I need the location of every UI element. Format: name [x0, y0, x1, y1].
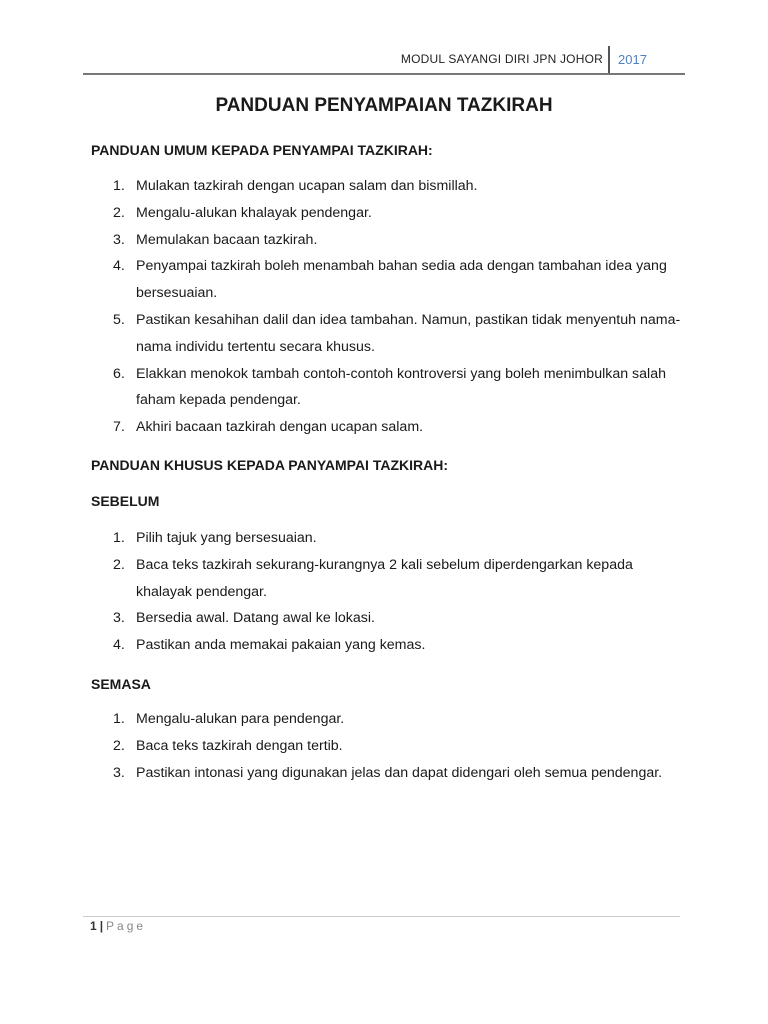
list-number: 4.	[113, 258, 125, 275]
general-guidelines-heading: PANDUAN UMUM KEPADA PENYAMPAI TAZKIRAH:	[91, 142, 433, 158]
specific-guidelines-heading: PANDUAN KHUSUS KEPADA PANYAMPAI TAZKIRAH:	[91, 457, 449, 473]
list-item	[91, 307, 681, 361]
list-number: 3.	[113, 764, 125, 781]
list-item	[91, 525, 681, 552]
before-heading: SEBELUM	[91, 493, 160, 509]
list-number: 1.	[113, 530, 125, 546]
list-number: 5.	[113, 311, 125, 328]
list-text: Mulakan tazkirah dengan ucapan salam dan bismillah.	[136, 178, 478, 194]
list-number: 4.	[113, 637, 125, 654]
header-rule	[83, 73, 685, 75]
list-number: 1.	[113, 711, 125, 727]
footer-rule	[83, 916, 680, 917]
list-number: 3.	[113, 231, 125, 248]
list-number: 3.	[113, 610, 125, 627]
list-item	[91, 733, 681, 760]
list-text: Bersedia awal. Datang awal ke lokasi.	[136, 610, 375, 627]
list-text: Pilih tajuk yang bersesuaian.	[136, 530, 317, 546]
list-text: Akhiri bacaan tazkirah dengan ucapan salam.	[136, 419, 424, 436]
list-item	[91, 361, 681, 415]
list-text: Penyampai tazkirah boleh menambah bahan sedia ada dengan tambahan idea yang bersesuaian.	[136, 258, 667, 302]
list-number: 2.	[113, 204, 125, 221]
general-guidelines-list	[91, 173, 681, 441]
list-item	[91, 605, 681, 632]
page-footer	[90, 919, 146, 933]
header-title: MODUL SAYANGI DIRI JPN JOHOR	[400, 52, 603, 66]
list-item	[91, 414, 681, 441]
list-item	[91, 227, 681, 254]
list-item	[91, 173, 681, 200]
page-number: 1	[90, 919, 97, 933]
header-year: 2017	[618, 52, 647, 67]
list-number: 7.	[113, 419, 125, 436]
list-number: 1.	[113, 178, 125, 194]
list-text: Baca teks tazkirah sekurang-kurangnya 2 kali sebelum diperdengarkan kepada khalayak pendengar.	[136, 556, 633, 600]
list-item	[91, 706, 681, 733]
during-list	[91, 706, 681, 786]
list-number: 2.	[113, 737, 125, 754]
header-divider	[608, 46, 610, 74]
list-text: Elakkan menokok tambah contoh-contoh kontroversi yang boleh menimbulkan salah faham kepada pendengar.	[136, 365, 666, 409]
list-text: Memulakan bacaan tazkirah.	[136, 231, 318, 248]
list-text: Mengalu-alukan khalayak pendengar.	[136, 204, 372, 221]
during-heading: SEMASA	[91, 676, 151, 692]
list-item	[91, 200, 681, 227]
list-item	[91, 760, 681, 787]
list-item	[91, 552, 681, 606]
list-text: Mengalu-alukan para pendengar.	[136, 711, 345, 727]
footer-separator: |	[99, 919, 104, 933]
page-word: Page	[106, 919, 147, 933]
page-title: PANDUAN PENYAMPAIAN TAZKIRAH	[215, 95, 553, 116]
list-item	[91, 253, 681, 307]
list-number: 6.	[113, 365, 125, 382]
list-item	[91, 632, 681, 659]
list-text: Pastikan kesahihan dalil dan idea tambahan. Namun, pastikan tidak menyentuh nama-nama individu tertentu secara khusus.	[136, 311, 681, 355]
list-text: Baca teks tazkirah dengan tertib.	[136, 737, 343, 754]
list-text: Pastikan anda memakai pakaian yang kemas.	[136, 637, 426, 654]
list-text: Pastikan intonasi yang digunakan jelas dan dapat didengari oleh semua pendengar.	[136, 764, 663, 781]
before-list	[91, 525, 681, 659]
list-number: 2.	[113, 556, 125, 573]
